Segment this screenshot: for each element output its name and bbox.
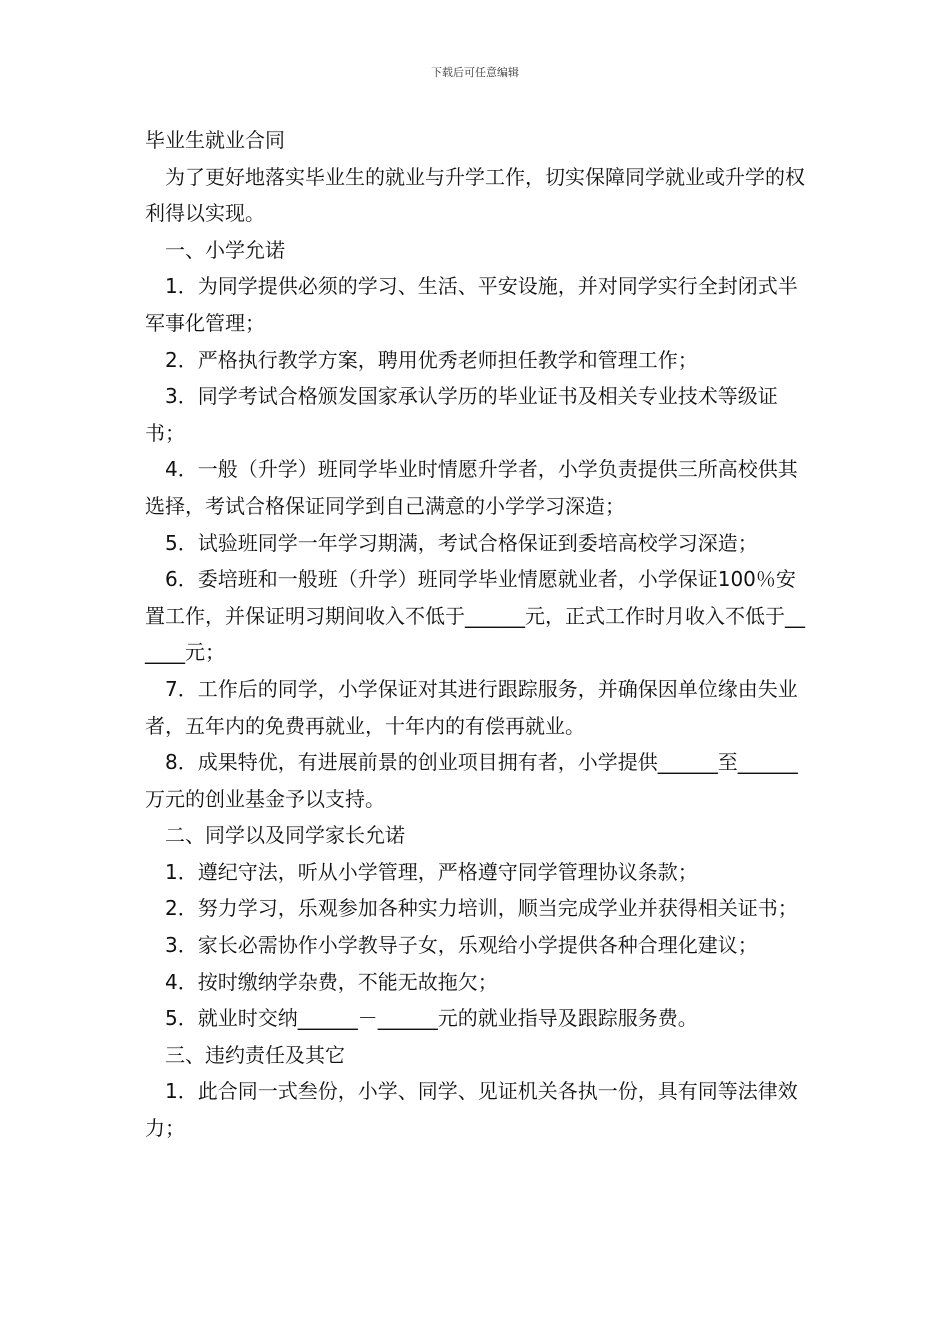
list-item: 7．工作后的同学，小学保证对其进行跟踪服务，并确保因单位缘由失业者，五年内的免费再就业，十年内的有偿再就业。 xyxy=(145,676,798,738)
list-item: 5．就业时交纳______－______元的就业指导及跟踪服务费。 xyxy=(165,1006,698,1031)
section-heading-students: 二、同学以及同学家长允诺 xyxy=(165,823,405,848)
list-item: 3．家长必需协作小学教导子女，乐观给小学提供各种合理化建议； xyxy=(165,933,758,958)
list-item: 1．遵纪守法，听从小学管理，严格遵守同学管理协议条款； xyxy=(165,859,698,884)
list-item: 4．一般（升学）班同学毕业时情愿升学者，小学负责提供三所高校供其选择，考试合格保证同学到自己满意的小学学习深造； xyxy=(145,457,798,518)
list-item: 5．试验班同学一年学习期满，考试合格保证到委培高校学习深造； xyxy=(165,530,758,555)
list-item: 1．此合同一式叁份，小学、同学、见证机关各执一份，具有同等法律效力； xyxy=(145,1079,798,1141)
list-item: 2．努力学习，乐观参加各种实力培训，顺当完成学业并获得相关证书； xyxy=(165,896,798,921)
list-item: 1．为同学提供必须的学习、生活、平安设施，并对同学实行全封闭式半军事化管理； xyxy=(145,274,798,335)
list-item: 2．严格执行教学方案，聘用优秀老师担任教学和管理工作； xyxy=(165,347,698,372)
list-item: 3．同学考试合格颁发国家承认学历的毕业证书及相关专业技术等级证书； xyxy=(145,384,778,445)
list-item: 4．按时缴纳学杂费，不能无故拖欠； xyxy=(165,969,498,994)
list-item: 8．成果特优，有进展前景的创业项目拥有者，小学提供______至______万元的创业基金予以支持。 xyxy=(145,750,798,811)
intro-paragraph: 为了更好地落实毕业生的就业与升学工作，切实保障同学就业或升学的权利得以实现。 xyxy=(145,164,805,226)
list-item: 6．委培班和一般班（升学）班同学毕业情愿就业者，小学保证100％安置工作，并保证明习期间收入不低于______元，正式工作时月收入不低于______元； xyxy=(145,567,805,665)
page-header-note: 下载后可任意编辑 xyxy=(431,66,519,79)
document-body xyxy=(145,122,810,1147)
section-heading-school: 一、小学允诺 xyxy=(165,237,285,262)
section-heading-liability: 三、违约责任及其它 xyxy=(165,1042,345,1067)
document-title: 毕业生就业合同 xyxy=(145,128,285,152)
